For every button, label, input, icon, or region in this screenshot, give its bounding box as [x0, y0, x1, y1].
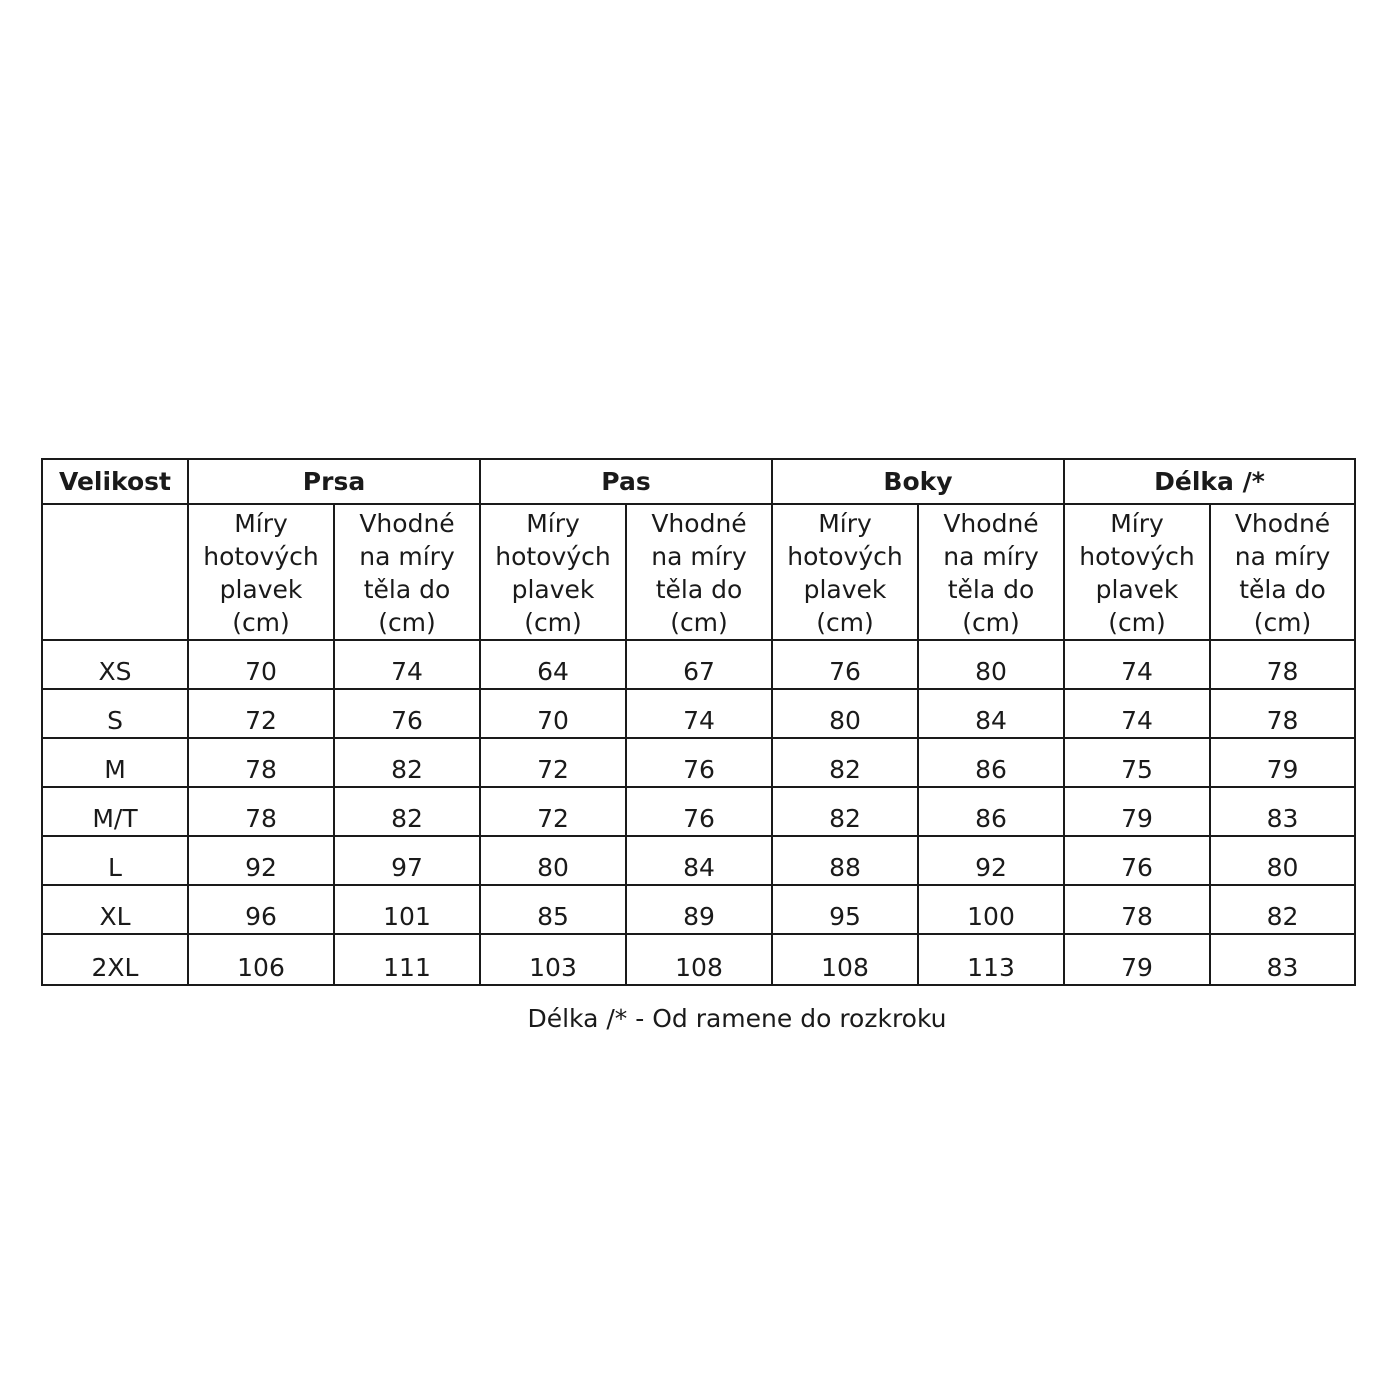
table-row — [42, 738, 1355, 787]
sub-header-line: (cm) — [1253, 608, 1312, 637]
sub-header-line: Míry — [234, 509, 288, 538]
sub-header-line: (cm) — [1108, 608, 1166, 637]
sub-header-delka-fits-body — [1210, 504, 1355, 640]
value-cell: 82 — [772, 738, 918, 787]
group-header-boky: Boky — [772, 459, 1064, 504]
sub-header-line: (cm) — [232, 608, 290, 637]
value-cell: 74 — [626, 689, 772, 738]
value-cell: 82 — [772, 787, 918, 836]
value-cell: 95 — [772, 885, 918, 934]
sub-header-line: (cm) — [816, 608, 874, 637]
sub-header-line: Vhodné — [1234, 509, 1331, 538]
sub-header-line: plavek — [803, 575, 887, 604]
size-cell: 2XL — [42, 934, 188, 985]
value-cell: 78 — [1064, 885, 1210, 934]
value-cell: 80 — [918, 640, 1064, 689]
table-row — [42, 836, 1355, 885]
sub-header-line: hotových — [787, 542, 903, 571]
size-cell: M/T — [42, 787, 188, 836]
size-chart-table — [41, 458, 1356, 986]
size-cell: L — [42, 836, 188, 885]
sub-header-line: plavek — [511, 575, 595, 604]
sub-header-line: (cm) — [962, 608, 1020, 637]
sub-header-empty-cell — [42, 504, 188, 640]
sub-header-line: hotových — [203, 542, 319, 571]
value-cell: 78 — [188, 738, 334, 787]
sub-header-line: plavek — [219, 575, 303, 604]
table-row — [42, 934, 1355, 985]
group-header-row — [42, 459, 1355, 504]
sub-header-line: na míry — [651, 542, 747, 571]
sub-header-line: hotových — [1079, 542, 1195, 571]
value-cell: 86 — [918, 787, 1064, 836]
value-cell: 97 — [334, 836, 480, 885]
size-cell: S — [42, 689, 188, 738]
value-cell: 84 — [626, 836, 772, 885]
value-cell: 83 — [1210, 934, 1355, 985]
value-cell: 76 — [1064, 836, 1210, 885]
value-cell: 101 — [334, 885, 480, 934]
table-row — [42, 787, 1355, 836]
value-cell: 80 — [1210, 836, 1355, 885]
value-cell: 74 — [334, 640, 480, 689]
sub-header-boky-fits-body — [918, 504, 1064, 640]
value-cell: 75 — [1064, 738, 1210, 787]
sub-header-line: (cm) — [524, 608, 582, 637]
value-cell: 84 — [918, 689, 1064, 738]
sub-header-boky-finished — [772, 504, 918, 640]
group-header-delka: Délka /* — [1064, 459, 1355, 504]
value-cell: 103 — [480, 934, 626, 985]
sub-header-line: na míry — [359, 542, 455, 571]
value-cell: 82 — [334, 738, 480, 787]
value-cell: 86 — [918, 738, 1064, 787]
value-cell: 78 — [1210, 689, 1355, 738]
value-cell: 72 — [188, 689, 334, 738]
sub-header-line: těla do — [1239, 575, 1326, 604]
value-cell: 76 — [334, 689, 480, 738]
value-cell: 70 — [480, 689, 626, 738]
value-cell: 64 — [480, 640, 626, 689]
value-cell: 70 — [188, 640, 334, 689]
value-cell: 85 — [480, 885, 626, 934]
value-cell: 82 — [1210, 885, 1355, 934]
sub-header-line: těla do — [363, 575, 451, 604]
value-cell: 80 — [772, 689, 918, 738]
sub-header-line: na míry — [943, 542, 1039, 571]
sub-header-pas-finished — [480, 504, 626, 640]
value-cell: 111 — [334, 934, 480, 985]
value-cell: 113 — [918, 934, 1064, 985]
value-cell: 78 — [188, 787, 334, 836]
sub-header-line: těla do — [947, 575, 1035, 604]
value-cell: 80 — [480, 836, 626, 885]
value-cell: 100 — [918, 885, 1064, 934]
value-cell: 106 — [188, 934, 334, 985]
value-cell: 78 — [1210, 640, 1355, 689]
value-cell: 92 — [188, 836, 334, 885]
value-cell: 72 — [480, 787, 626, 836]
sub-header-line: hotových — [495, 542, 611, 571]
value-cell: 88 — [772, 836, 918, 885]
value-cell: 76 — [772, 640, 918, 689]
sub-header-line: Míry — [526, 509, 580, 538]
sub-header-line: plavek — [1095, 575, 1179, 604]
sub-header-delka-finished — [1064, 504, 1210, 640]
footnote: Délka /* - Od ramene do rozkroku — [527, 1004, 947, 1033]
sub-header-line: Vhodné — [943, 509, 1039, 538]
sub-header-pas-fits-body — [626, 504, 772, 640]
value-cell: 74 — [1064, 640, 1210, 689]
value-cell: 82 — [334, 787, 480, 836]
sub-header-line: Vhodné — [359, 509, 455, 538]
value-cell: 79 — [1064, 934, 1210, 985]
sub-header-line: Vhodné — [651, 509, 747, 538]
value-cell: 108 — [626, 934, 772, 985]
value-cell: 72 — [480, 738, 626, 787]
table-row — [42, 640, 1355, 689]
value-cell: 74 — [1064, 689, 1210, 738]
size-column-header: Velikost — [42, 459, 188, 504]
value-cell: 96 — [188, 885, 334, 934]
value-cell: 108 — [772, 934, 918, 985]
group-header-prsa: Prsa — [188, 459, 480, 504]
value-cell: 67 — [626, 640, 772, 689]
value-cell: 83 — [1210, 787, 1355, 836]
size-cell: XL — [42, 885, 188, 934]
group-header-pas: Pas — [480, 459, 772, 504]
value-cell: 89 — [626, 885, 772, 934]
sub-header-line: na míry — [1234, 542, 1331, 571]
sub-header-line: (cm) — [670, 608, 728, 637]
sub-header-line: Míry — [1110, 509, 1164, 538]
sub-header-line: Míry — [818, 509, 872, 538]
value-cell: 79 — [1210, 738, 1355, 787]
table-row — [42, 885, 1355, 934]
value-cell: 76 — [626, 738, 772, 787]
size-cell: XS — [42, 640, 188, 689]
sub-header-line: těla do — [655, 575, 743, 604]
sub-header-row — [42, 504, 1355, 640]
value-cell: 92 — [918, 836, 1064, 885]
size-cell: M — [42, 738, 188, 787]
value-cell: 76 — [626, 787, 772, 836]
sub-header-prsa-fits-body — [334, 504, 480, 640]
table-row — [42, 689, 1355, 738]
value-cell: 79 — [1064, 787, 1210, 836]
sub-header-prsa-finished — [188, 504, 334, 640]
sub-header-line: (cm) — [378, 608, 436, 637]
